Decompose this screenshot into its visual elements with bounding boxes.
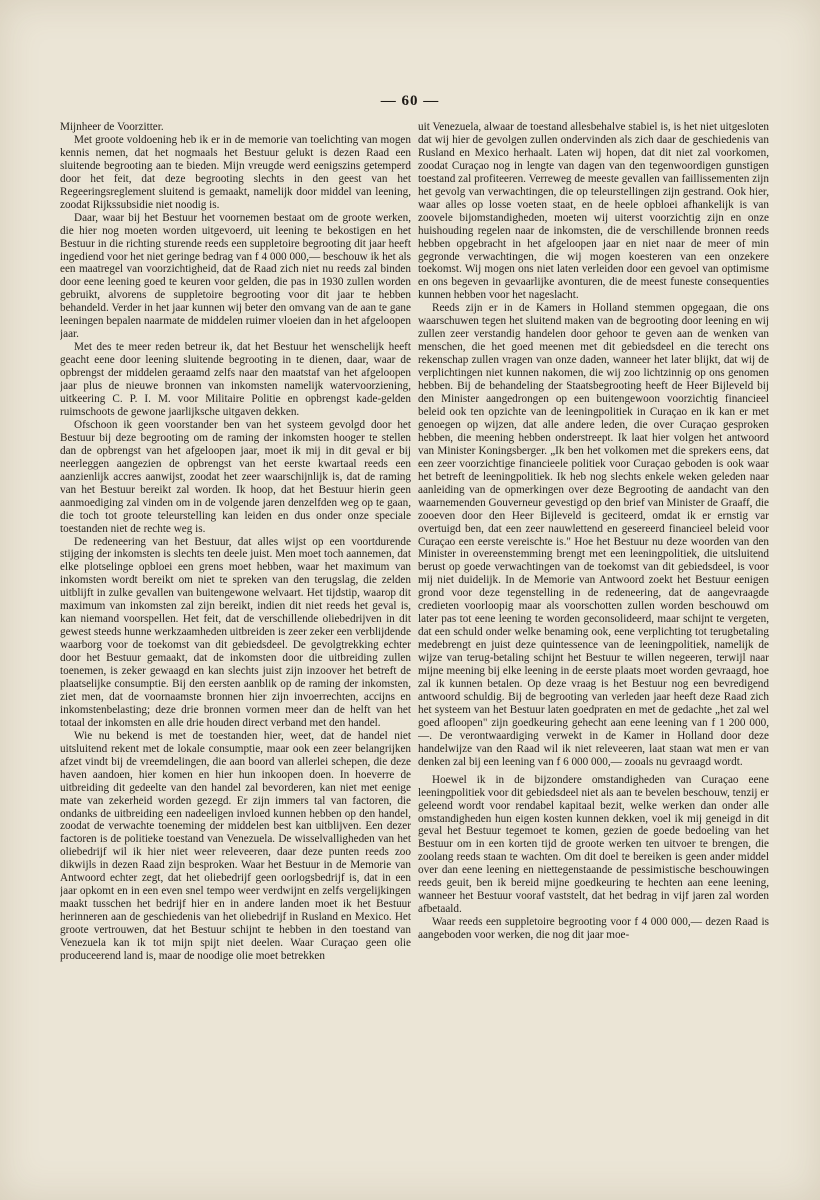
paragraph: Reeds zijn er in de Kamers in Holland stemmen opgegaan, die ons waarschuwen tegen het sluitend maken van de begrooting door leening en wij zullen zeer verstandig handelen door gehoor te geven aan de wenken van menschen, die het goed meenen met dit gebiedsdeel en die terecht ons rekenschap zullen vragen van onze daden, wanneer het later blijkt, dat wij de verplichtingen niet kunnen nakomen, die wij zoo lichtzinnig op ons genomen hebben. Bij de behandeling der Staatsbegrooting heeft de Heer Bijleveld bij den Minister aangedrongen op een buitengewoon voorzichtig financieel beleid ook ten opzichte van de leeningpolitiek in Curaçao en ik kan er met genoegen op wijzen, dat alle andere leden, die over Curaçao gesproken hebben, die meening hebben onderstreept. Ik laat hier volgen het antwoord van Minister Koningsberger. „Ik ben het volkomen met die sprekers eens, dat een zeer voorzichtige financieele politiek voor Curaçao geboden is ook waar het betreft de leeningpolitiek. Ik heb nog slechts enkele weken geleden naar aanleiding van de opmerkingen over deze Begrooting de aandacht van den waarnemenden Gouverneur gevestigd op den brief van Minister de Graaff, die zooeven door den Heer Bijleveld is geciteerd, omdat ik er ernstig var overtuigd ben, dat een zeer nauwlettend en gesereerd financieel beleid voor Curaçao een eerste vereischte is." Hoe het Bestuur nu deze woorden van den Minister in overeenstemming brengt met een leeningpolitiek, die uitsluitend berust op goede verwachtingen van de toekomst van dit gebiedsdeel, is voor mij niet duidelijk. In de Memorie van Antwoord zoekt het Bestuur eenigen grond voor deze tegenstelling in de redeneering, dat de aangevraagde credieten voorloopig maar als voorschotten zullen worden beschouwd om later pas tot eene leening te worden geconsolideerd, maar schijnt te vergeten, dat een schuld onder welke benaming ook, eene verplichting tot terugbetaling medebrengt en juist deze quintessence van de leeningpolitiek, namelijk de wijze van terug-betaling schijnt het Bestuur te willen negeeren, terwijl naar mijne meening bij elke leening in de eerste plaats moet worden gevraagd, hoe zal ik kunnen betalen. Op deze vraag is het Bestuur nog een bevredigend antwoord schuldig. Bij de begrooting van verleden jaar heeft deze Raad zich het systeem van het Bestuur laten goedpraten en met de gedachte „het zal wel goed afloopen" zijn goedkeuring gehecht aan eene leening van f 1 200 000,—. De verontwaardiging verwekt in de Kamer in Holland door deze handelwijze van den Raad wil ik niet releveeren, laat staan wat men er van denken zal bij een leening van f 6 000 000,— zooals nu gevraagd wordt. bbox=[418, 302, 769, 768]
paragraph: De redeneering van het Bestuur, dat alles wijst op een voortdurende stijging der inkomsten is slechts ten deele juist. Men moet toch aannemen, dat elke plotselinge opbloei een grens moet hebben, waar het maximum van inkomsten wordt bereikt om niet te spreken van den terugslag, die zelden uitblijft in zulke gevallen van buitengewone welvaart. Het tijdstip, waarop dit maximum van inkomsten zal zijn bereikt, indien dit niet reeds het geval is, kan niemand voorspellen. Het feit, dat de verschillende oliebedrijven in dit gewest steeds hunne werkzaamheden uitbreiden is zeer zeker een verblijdende waarborg voor de toekomst van dit gebiedsdeel. De gevolgtrekking echter door het Bestuur gemaakt, dat de inkomsten door die uitbreiding zullen toenemen, is zeker gewaagd en kan slechts juist zijn inzoover het betreft de plaatselijke consumptie. Bij den eersten aanblik op de raming der inkomsten, ziet men, dat de voornaamste bronnen hier zijn invoerrechten, accijns en inkomstenbelasting; deze drie bronnen vormen meer dan de helft van het totaal der inkomsten en alle drie houden direct verband met den handel. bbox=[60, 535, 411, 729]
paragraph: Wie nu bekend is met de toestanden hier, weet, dat de handel niet uitsluitend rekent met de lokale consumptie, maar ook een zeer belangrijken afzet vindt bij de vreemdelingen, die aan boord van allerlei schepen, die deze haven aandoen, hier komen en hier hun inkoopen doen. In hoeverre de uitbreiding dit gedeelte van den handel zal bevorderen, kan niet met eenige mate van zekerheid worden gezegd. Er zijn immers tal van factoren, die ondanks de uitbreiding een nadeeligen invloed kunnen hebben op den handel, zoodat de verwachte toeneming der middelen best kan uitblijven. Een dezer factoren is de politieke toestand van Venezuela. De wisselvalligheden van het oliebedrijf wil ik hier niet weer releveeren, daar deze punten reeds zoo dikwijls in dezen Raad zijn besproken. Waar het Bestuur in de Memorie van Antwoord echter zegt, dat het oliebedrijf geen oorlogsbedrijf is, dat in een jaar opkomt en in een even snel tempo weer verdwijnt en zelfs vergelijkingen maakt tusschen het bedrijf hier en in andere landen moet ik het Bestuur herinneren aan de geschiedenis van het oliebedrijf in Rusland en Mexico. Het groote vertrouwen, dat het Bestuur schijnt te hebben in den toestand van Venezuela kan ik tot mijn spijt niet deelen. Waar Curaçao geen olie produceerend land is, maar de noodige olie moet betrekken bbox=[60, 729, 411, 962]
page-number: — 60 — bbox=[380, 93, 440, 109]
paragraph: Met des te meer reden betreur ik, dat het Bestuur het wenschelijk heeft geacht eene door leening sluitende begrooting in te dienen, daar, waar de opbrengst der middelen geraamd zelfs naar den maatstaf van het afgeloopen jaar plus de nieuwe bronnen van inkomsten namelijk watervoorziening, uitkeering C. P. I. M. voor Militaire Politie en opbrengst kade-gelden ruimschoots de gewone jaarlijksche uitgaven dekken. bbox=[60, 341, 411, 418]
paragraph: Ofschoon ik geen voorstander ben van het systeem gevolgd door het Bestuur bij deze begrooting om de raming der inkomsten hooger te stellen dan de opbrengst van het afgeloopen jaar, moet ik mij in dit geval er bij neerleggen aangezien de opbrengst van het eerste kwartaal reeds een aanzienlijk accres aanwijst, zoodat het zeer waarschijnlijk is, dat de raming van het Bestuur bereikt zal worden. Ik hoop, dat het Bestuur hierin geen aanmoediging zal vinden om in de volgende jaren denzelfden weg op te gaan, die toch tot groote teleurstelling kan leiden en dus onder onze speciale toestanden niet de rechte weg is. bbox=[60, 418, 411, 535]
paragraph: Daar, waar bij het Bestuur het voornemen bestaat om de groote werken, die hier nog moeten worden uitgevoerd, uit leening te bekostigen en het Bestuur in die richting sturende reeds een suppletoire begrooting dit jaar heeft ingediend voor het niet geringe bedrag van f 4 000 000,— beschouw ik het als een maatregel van voorzichtigheid, dat de Raad zich niet nu reeds zal binden door eene leening goed te keuren voor gelden, die pas in 1930 zullen worden gebruikt, alvorens de suppletoire begrooting voor dit jaar te hebben behandeld. Verder in het jaar kunnen wij beter den omvang van de aan te gane leeningen bepalen naarmate de middelen ruimer vloeien dan in het afgeloopen jaar. bbox=[60, 211, 411, 341]
text-column-right bbox=[418, 121, 769, 1076]
salutation: Mijnheer de Voorzitter. bbox=[60, 121, 164, 133]
paragraph: uit Venezuela, alwaar de toestand allesbehalve stabiel is, is het niet uitgesloten dat wij hier de gevolgen zullen ondervinden als zich daar de geschiedenis van Rusland en Mexico herhaalt. Laten wij hopen, dat dit niet zal voorkomen, zoodat Curaçao nog in lengte van dagen van den tegenwoordigen gunstigen toestand zal profiteeren. Verreweg de meeste gevallen van faillissementen zijn het gevolg van verwachtingen, die op teleurstellingen zijn gestrand. Ook hier, waar alles op losse voeten staat, en de heele opbloei afhankelijk is van zoovele bijomstandigheden, moeten wij uiterst voorzichtig zijn en onze huishouding regelen naar de inkomsten, die de verschillende bronnen reeds hebben opgebracht in het afgeloopen jaar en niet naar de meer of min gegronde verwachtingen, die wij mogen koesteren van een onzekere toekomst. Wij mogen ons niet laten verleiden door een gevoel van optimisme en ons begeven in gevaarlijke avonturen, die de meest funeste consequenties kunnen hebben voor het nageslacht. bbox=[418, 121, 769, 302]
paragraph: Met groote voldoening heb ik er in de memorie van toelichting van mogen kennis nemen, dat het nogmaals het Bestuur gelukt is dezen Raad een sluitende begrooting aan te bieden. Mijn vreugde werd eenigszins getemperd door het feit, dat deze begrooting slechts in den geest van het Regeeringsreglement sluitend is gemaakt, namelijk door middel van leening, zoodat Rijkssubsidie niet noodig is. bbox=[60, 133, 411, 211]
paragraph: Hoewel ik in de bijzondere omstandigheden van Curaçao eene leeningpolitiek voor dit gebiedsdeel niet als aan te bevelen beschouw, tenzij er geleend wordt voor rendabel kapitaal bezit, welke werken dan onder alle omstandigheden hun eigen kosten kunnen dekken, voel ik mij geneigd in dit geval het Bestuur tegemoet te komen, gezien de goede bedoeling van het Bestuur om in een korten tijd de groote werken ten uitvoer te brengen, die zoolang reeds staan te wachten. Om dit doel te bereiken is geen ander middel over dan eene leening en niettegenstaande de pessimistische beschouwingen reeds geuit, ben ik bereid mijne goedkeuring te hechten aan eene leening, wanneer het Bestuur vooraf vaststelt, dat het bedrag in vijf jaren zal worden afbetaald. bbox=[418, 773, 769, 916]
paragraph: Waar reeds een suppletoire begrooting voor f 4 000 000,— dezen Raad is aangeboden voor werken, die nog dit jaar moe- bbox=[418, 916, 769, 942]
text-column-left bbox=[60, 121, 411, 1076]
